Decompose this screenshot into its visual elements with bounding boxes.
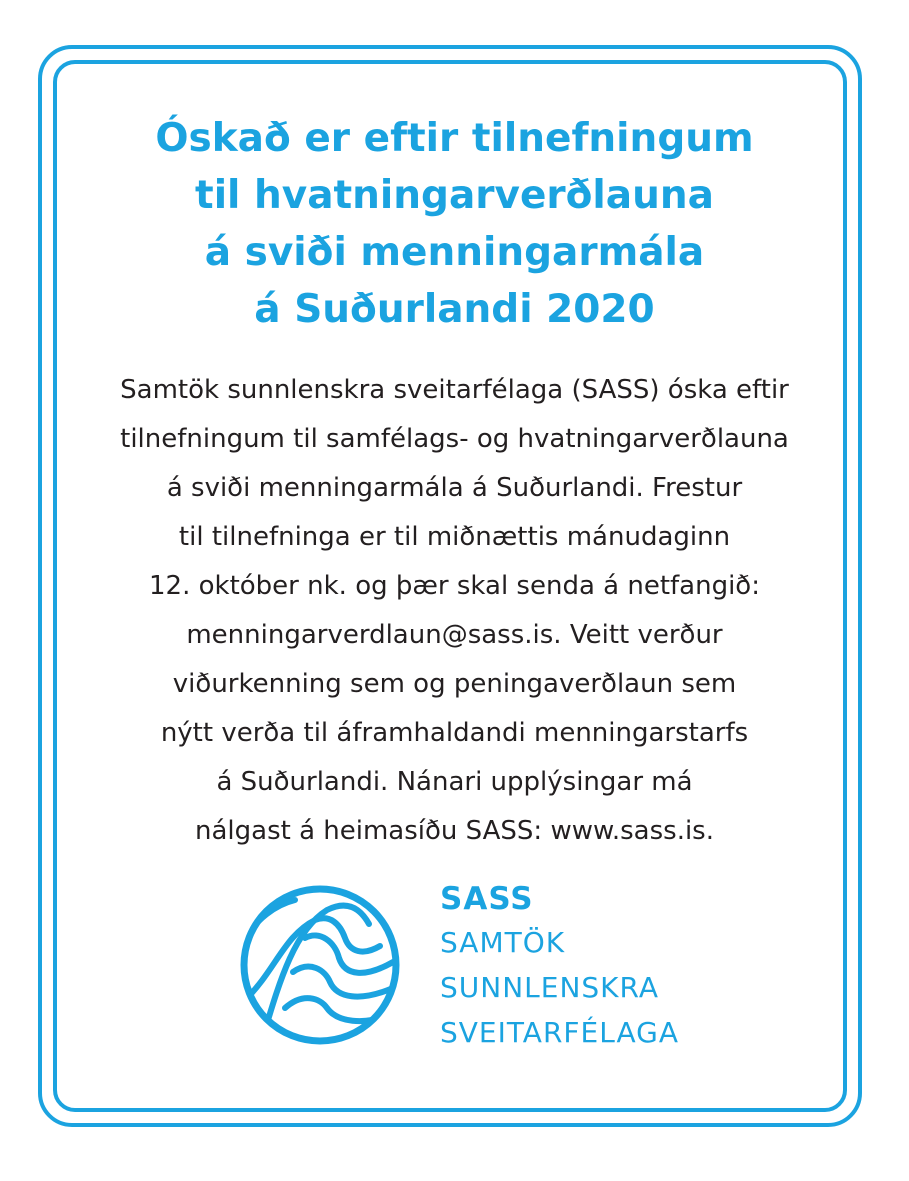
body-line: nálgast á heimasíðu SASS: www.sass.is.	[195, 816, 714, 846]
body-line: á Suðurlandi. Nánari upplýsingar má	[216, 767, 693, 797]
logo-name-line: SAMTÖK	[440, 926, 566, 959]
logo-name-line: SUNNLENSKRA	[440, 971, 660, 1004]
body-line: tilnefningum til samfélags- og hvatningarverðlauna	[120, 424, 789, 454]
body-line: 12. október nk. og þær skal senda á netfangið:	[149, 571, 760, 601]
body-line: nýtt verða til áframhaldandi menningarstarfs	[160, 718, 749, 748]
headline-line: til hvatningarverðlauna	[195, 173, 714, 218]
headline-line: Óskað er eftir tilnefningum	[155, 116, 754, 161]
body-line: Samtök sunnlenskra sveitarfélaga (SASS) óska eftir	[120, 375, 789, 405]
body-line: viðurkenning sem og peningaverðlaun sem	[172, 669, 737, 699]
headline-line: á sviði menningarmála	[204, 230, 705, 275]
logo-acronym: SASS	[440, 881, 534, 917]
body-line: á sviði menningarmála á Suðurlandi. Frestur	[166, 473, 743, 503]
organization-logo-text	[440, 878, 679, 1055]
headline	[60, 110, 849, 338]
announcement-body	[60, 366, 849, 856]
body-line: til tilnefninga er til miðnættis mánudaginn	[178, 522, 731, 552]
body-line: menningarverdlaun@sass.is. Veitt verður	[186, 620, 723, 650]
wave-circle-emblem-icon	[235, 880, 405, 1050]
logo-name-line: SVEITARFÉLAGA	[440, 1016, 679, 1049]
headline-line: á Suðurlandi 2020	[254, 287, 655, 332]
